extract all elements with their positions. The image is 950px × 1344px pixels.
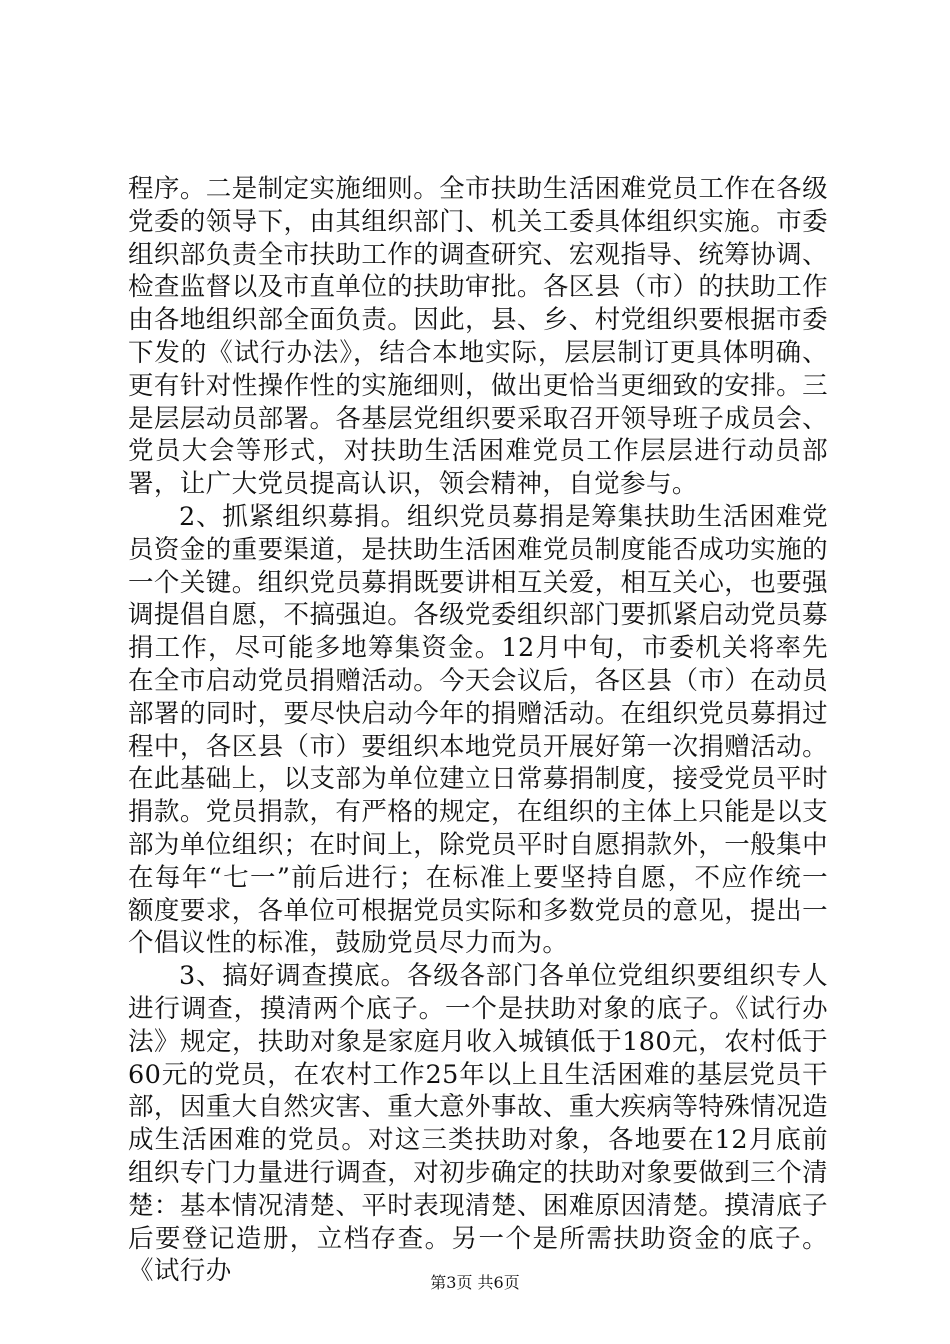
paragraph-3: 3、搞好调查摸底。各级各部门各单位党组织要组织专人进行调查，摸清两个底子。一个是扶助对象的底子。《试行办法》规定，扶助对象是家庭月收入城镇低于180元，农村低于60元的党员，在农村工作25年以上且生活困难的基层党员干部，因重大自然灾害、重大意外事故、重大疾病等特殊情况造成生活困难的党员。对这三类扶助对象，各地要在12月底前组织专门力量进行调查，对初步确定的扶助对象要做到三个清楚：基本情况清楚、平时表现清楚、困难原因清楚。摸清底子后要登记造册，立档存查。另一个是所需扶助资金的底子。《试行办 xyxy=(128,961,828,1287)
document-body xyxy=(128,173,828,1288)
paragraph-2: 2、抓紧组织募捐。组织党员募捐是筹集扶助生活困难党员资金的重要渠道，是扶助生活困难党员制度能否成功实施的一个关键。组织党员募捐既要讲相互关爱，相互关心，也要强调提倡自愿，不搞强迫。各级党委组织部门要抓紧启动党员募捐工作，尽可能多地筹集资金。12月中旬，市委机关将率先在全市启动党员捐赠活动。今天会议后，各区县（市）在动员部署的同时，要尽快启动今年的捐赠活动。在组织党员募捐过程中，各区县（市）要组织本地党员开展好第一次捐赠活动。在此基础上，以支部为单位建立日常募捐制度，接受党员平时捐款。党员捐款，有严格的规定，在组织的主体上只能是以支部为单位组织；在时间上，除党员平时自愿捐款外，一般集中在每年“七一”前后进行；在标准上要坚持自愿，不应作统一额度要求，各单位可根据党员实际和多数党员的意见，提出一个倡议性的标准，鼓励党员尽力而为。 xyxy=(128,501,828,959)
paragraph-1: 程序。二是制定实施细则。全市扶助生活困难党员工作在各级党委的领导下，由其组织部门、机关工委具体组织实施。市委组织部负责全市扶助工作的调查研究、宏观指导、统筹协调、检查监督以及市直单位的扶助审批。各区县（市）的扶助工作由各地组织部全面负责。因此，县、乡、村党组织要根据市委下发的《试行办法》，结合本地实际，层层制订更具体明确、更有针对性操作性的实施细则，做出更恰当更细致的安排。三是层层动员部署。各基层党组织要采取召开领导班子成员会、党员大会等形式，对扶助生活困难党员工作层层进行动员部署，让广大党员提高认识，领会精神，自觉参与。 xyxy=(128,174,828,500)
page-footer: 第3页 共6页 xyxy=(430,1273,520,1292)
